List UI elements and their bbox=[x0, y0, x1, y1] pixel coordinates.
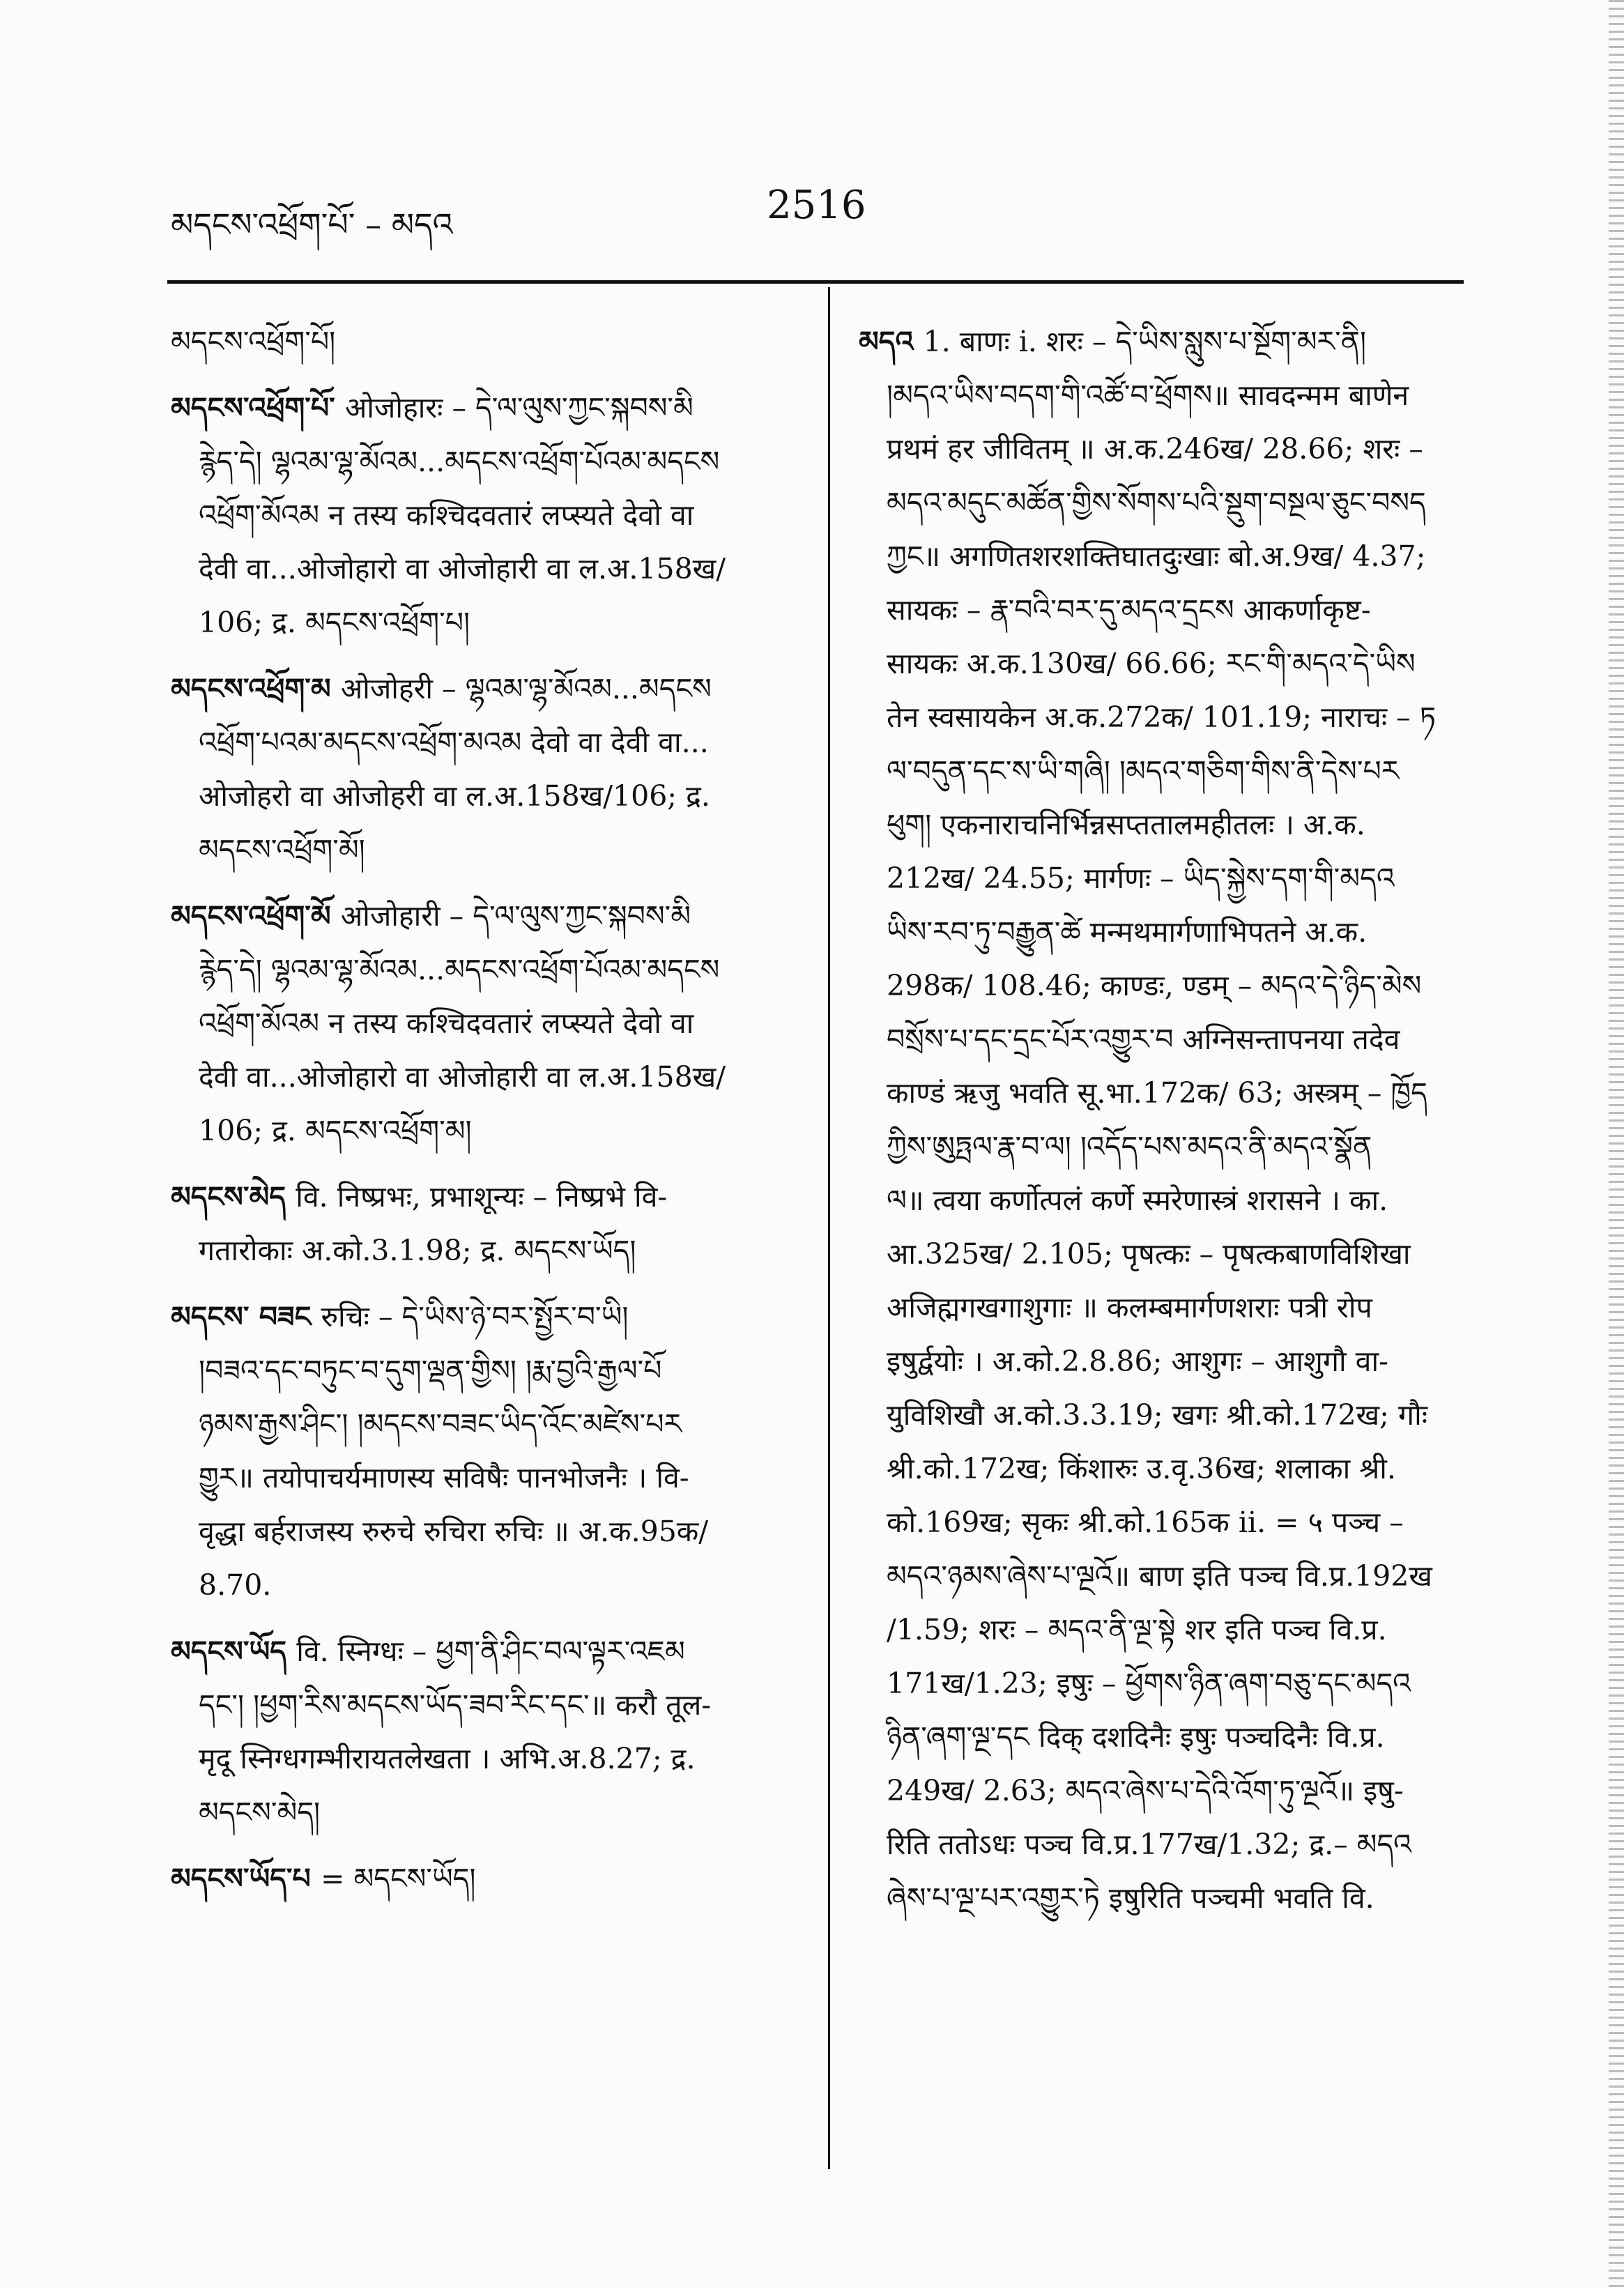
entry-line bbox=[171, 1625, 798, 1678]
entry-text: མདའ་མདུང་མཚོན་གྱིས་སོགས་པའི་སྡུག་བསྔལ་ཅུང་བསད bbox=[887, 486, 1426, 519]
entry-text: श्री.को.172ख; किंशारुः उ.वृ.36ख; शलाका श्री. bbox=[887, 1452, 1396, 1485]
entry-text: ཕུག། एकनाराचनिर्भिन्नसप्ततालमहीतलः । अ.क. bbox=[887, 808, 1365, 841]
entry-text: /1.59; शरः – མདའ་ནི་ལྔ་སྟེ शर इति पञ्च वि.प्र. bbox=[887, 1613, 1387, 1646]
entry-line bbox=[859, 1281, 1465, 1335]
entry-text: ལ॥ त्वया कर्णोत्पलं कर्णे स्मरेणास्त्रं शरासने । का. bbox=[887, 1184, 1388, 1217]
entry-line bbox=[859, 798, 1465, 852]
entry-line bbox=[171, 1290, 798, 1344]
entry-text: རྙེད་དེ། ལྷའམ་ལྷ་མོའམ...མདངས་འཕྲོག་པོའམ་མདངས bbox=[199, 445, 720, 478]
entry-text: འཕྲོག་མོའམ न तस्य कश्चिदवतारं लप्स्यते देवो वा bbox=[199, 1007, 694, 1040]
entry-line bbox=[859, 1764, 1465, 1818]
entry-line bbox=[859, 369, 1465, 422]
entry-text: प्रथमं हर जीवितम् ॥ अ.क.246ख/ 28.66; शरः – bbox=[887, 432, 1423, 466]
entry-text: མདངས་མེད། bbox=[199, 1796, 321, 1829]
entry-line bbox=[171, 489, 798, 542]
entry-line bbox=[859, 1335, 1465, 1389]
entry-line bbox=[859, 530, 1465, 583]
entry-text: वृद्धा बर्हराजस्य रुरुचे रुचिरा रुचिः ॥ अ.क.95क/ bbox=[199, 1515, 709, 1548]
entry-line bbox=[859, 1066, 1465, 1120]
entry-text: ཉམས་རྒྱས་ཤིང་། །མདངས་བཟང་ཡིད་འོང་མཛེས་པར bbox=[199, 1407, 682, 1441]
entry-text: 106; द्र. མདངས་འཕྲོག་པ། bbox=[199, 606, 470, 639]
entry-headword: མདངས་ཡོད bbox=[171, 1635, 297, 1668]
entry-line bbox=[859, 1603, 1465, 1657]
entry-text: བསྲོས་པ་དང་དྲང་པོར་འགྱུར་བ अग्निसन्तापनया तदेव bbox=[887, 1023, 1400, 1056]
entry-text: ओजोहरी – ལྷའམ་ལྷ་མོའམ...མདངས bbox=[340, 672, 712, 705]
entry-text: वि. स्निग्धः – ཕྱག་ནི་ཤིང་བལ་ལྟར་འཇམ bbox=[296, 1635, 685, 1668]
left-column bbox=[171, 315, 798, 1918]
entry-line bbox=[171, 1678, 798, 1732]
entry-text: सायकः – རྣ་བའི་བར་དུ་མདའ་དྲངས आकर्णाकृष्ट- bbox=[887, 593, 1371, 627]
entry-line bbox=[859, 422, 1465, 476]
entry-text: 171ख/1.23; इषुः – ཕྱོགས་ཉིན་ཞག་བཅུ་དང་མདའ bbox=[887, 1667, 1411, 1700]
dictionary-entry bbox=[859, 315, 1465, 1925]
entry-text: ཡིས་རབ་ཏུ་བརྒྱུན་ཚེ मन्मथमार्गणाभिपतने अ.क. bbox=[887, 915, 1368, 949]
entry-text: མདའ་ཉམས་ཞེས་པ་ལྔའོ॥ बाण इति पञ्च वि.प्र.192ख bbox=[887, 1559, 1432, 1593]
entry-text: ཉིན་ཞག་ལྔ་དང दिक् दशदिनैः इषुः पञ्चदिनैः वि.प्र. bbox=[887, 1720, 1385, 1754]
entry-line bbox=[859, 583, 1465, 637]
entry-line bbox=[859, 744, 1465, 798]
entry-text: सायकः अ.क.130ख/ 66.66; རང་གི་མདའ་དེ་ཡིས bbox=[887, 647, 1416, 680]
entry-line bbox=[171, 1170, 798, 1224]
entry-line bbox=[859, 691, 1465, 744]
entry-headword: མདའ bbox=[859, 325, 924, 358]
entry-line bbox=[859, 637, 1465, 691]
entry-line bbox=[859, 1013, 1465, 1066]
entry-line bbox=[859, 315, 1465, 369]
entry-text: को.169ख; सृकः श्री.को.165क ii. = ५ पञ्च – bbox=[887, 1506, 1404, 1539]
entry-text: ཀྱང॥ अगणितशरशक्तिघातदुःखाः बो.अ.9ख/ 4.37; bbox=[887, 540, 1426, 573]
entry-text: འཕྲོག་མོའམ न तस्य कश्चिदवतारं लप्स्यते देवो वा bbox=[199, 498, 694, 532]
entry-line bbox=[171, 596, 798, 650]
entry-line bbox=[859, 1442, 1465, 1496]
entry-line bbox=[171, 997, 798, 1050]
entry-text: देवी वा...ओजोहारो वा ओजोहारी वा ल.अ.158ख/ bbox=[199, 1060, 726, 1094]
entry-line bbox=[859, 1550, 1465, 1603]
entry-text: མདངས་འཕྲོག་པོ། bbox=[171, 325, 336, 358]
entry-text: देवी वा...ओजोहारो वा ओजोहारी वा ल.अ.158ख/ bbox=[199, 552, 726, 586]
entry-line bbox=[859, 1657, 1465, 1711]
entry-line bbox=[859, 1389, 1465, 1442]
entry-text: आ.325ख/ 2.105; पृषत्कः – पृषत्कबाणविशिखा bbox=[887, 1237, 1411, 1271]
entry-line bbox=[859, 1227, 1465, 1281]
entry-line bbox=[859, 905, 1465, 959]
page-number: 2516 bbox=[767, 183, 866, 228]
entry-headword: མདངས་འཕྲོག་མོ bbox=[171, 899, 341, 933]
entry-text: 1. बाणः i. शरः – དེ་ཡིས་སླུས་པ་སྔོག་མར་ནི། bbox=[923, 325, 1367, 358]
column-divider bbox=[828, 287, 830, 2169]
right-column bbox=[859, 315, 1465, 1938]
entry-line bbox=[171, 1505, 798, 1559]
entry-text: དང་། །ཕྱག་རིས་མདངས་ཡོད་ཟབ་རིང་དང་॥ करौ तूल- bbox=[199, 1688, 712, 1722]
entry-line bbox=[171, 662, 798, 716]
entry-text: 8.70. bbox=[199, 1568, 272, 1602]
entry-text: །བཟའ་དང་བཏུང་བ་དུག་ལྡན་གྱིས། །རྨ་བྱའི་རྒྱལ་པོ bbox=[199, 1354, 662, 1387]
dictionary-entry bbox=[171, 1852, 798, 1906]
entry-line bbox=[171, 1344, 798, 1398]
entry-line bbox=[171, 716, 798, 770]
entry-text: རྙེད་དེ། ལྷའམ་ལྷ་མོའམ...མདངས་འཕྲོག་པོའམ་མདངས bbox=[199, 953, 720, 986]
dictionary-entry bbox=[171, 662, 798, 877]
entry-text: 106; द्र. མདངས་འཕྲོག་མ། bbox=[199, 1114, 472, 1147]
entry-line bbox=[859, 1818, 1465, 1872]
entry-text: तेन स्वसायकेन अ.क.272क/ 101.19; नाराचः – ཏ bbox=[887, 701, 1436, 734]
entry-text: काण्डं ऋजु भवति सू.भा.172क/ 63; अस्त्रम् – ཁྱོད bbox=[887, 1076, 1427, 1110]
entry-line bbox=[171, 1786, 798, 1839]
dictionary-entry bbox=[171, 1290, 798, 1612]
entry-text: ओजोहरो वा ओजोहरी वा ल.अ.158ख/106; द्र. bbox=[199, 779, 710, 813]
entry-line bbox=[859, 1174, 1465, 1227]
entry-headword: མདངས་ བཟང bbox=[171, 1300, 321, 1333]
entry-text: मृदू स्निग्धगम्भीरायतलेखता । अभि.अ.8.27; द्र. bbox=[199, 1742, 696, 1775]
entry-text: ཞེས་པ་ལྔ་པར་འགྱུར་ཏེ इषुरिति पञ्चमी भवति वि. bbox=[887, 1881, 1374, 1915]
entry-text: = མདངས་ཡོད། bbox=[321, 1862, 476, 1895]
entry-text: འཕྲོག་པའམ་མདངས་འཕྲོག་མའམ देवो वा देवी वा... bbox=[199, 726, 709, 759]
entry-line bbox=[859, 1872, 1465, 1925]
entry-text: །མདའ་ཡིས་བདག་གི་འཚོ་བ་ཕྲོགས॥ सावदन्मम बाणेन bbox=[887, 378, 1409, 412]
entry-text: 212ख/ 24.55; मार्गणः – ཡིད་སྐྱེས་དག་གི་མདའ bbox=[887, 862, 1395, 895]
entry-headword: མདངས་འཕྲོག་མ bbox=[171, 672, 341, 705]
entry-line bbox=[171, 315, 798, 369]
entry-line bbox=[859, 1120, 1465, 1174]
entry-line bbox=[171, 1398, 798, 1451]
entry-text: ओजोहारः – དེ་ལ་ལུས་ཀྱང་སྐབས་མི bbox=[344, 391, 694, 424]
scan-edge bbox=[1609, 0, 1624, 2287]
entry-headword: མདངས་ཡོད་པ bbox=[171, 1862, 321, 1895]
entry-line bbox=[171, 435, 798, 489]
entry-text: གྱུར॥ तयोपाचर्यमाणस्य सविषैः पानभोजनैः । वि- bbox=[199, 1461, 689, 1494]
entry-line bbox=[859, 1496, 1465, 1550]
entry-text: युविशिखौ अ.को.3.3.19; खगः श्री.को.172ख; गौः bbox=[887, 1398, 1428, 1432]
entry-text: ཀྱིས་ཨུཏྤལ་རྣ་བ་ལ། །འདོད་པས་མདའ་ནི་མདའ་སྣོན bbox=[887, 1130, 1372, 1163]
entry-text: रिति ततोऽधः पञ्च वि.प्र.177ख/1.32; द्र.– མདའ bbox=[887, 1828, 1412, 1861]
entry-text: 249ख/ 2.63; མདའ་ཞེས་པ་དེའི་འོག་ཏུ་ལྔའོ॥ इषु- bbox=[887, 1774, 1404, 1807]
entry-line bbox=[171, 889, 798, 943]
entry-text: इषुर्द्वयोः । अ.को.2.8.86; आशुगः – आशुगौ वा- bbox=[887, 1345, 1388, 1378]
dictionary-entry bbox=[171, 381, 798, 650]
running-head: མདངས་འཕྲོག་པོ་ – མདའ bbox=[171, 206, 453, 243]
entry-line bbox=[171, 823, 798, 877]
entry-line bbox=[171, 770, 798, 823]
entry-text: ལ་བདུན་དང་ས་ཡི་གཞི། །མདའ་གཅིག་གིས་ནི་དེས་པར bbox=[887, 754, 1400, 788]
dictionary-entry bbox=[171, 315, 798, 369]
entry-text: ओजोहारी – དེ་ལ་ལུས་ཀྱང་སྐབས་མི bbox=[340, 899, 691, 933]
entry-line bbox=[171, 1224, 798, 1278]
entry-line bbox=[859, 852, 1465, 905]
entry-line bbox=[171, 1104, 798, 1158]
entry-line bbox=[859, 959, 1465, 1013]
dictionary-entry bbox=[171, 1625, 798, 1839]
entry-line bbox=[171, 1451, 798, 1505]
entry-headword: མདངས་འཕྲོག་པོ་ bbox=[171, 391, 345, 424]
header-rule bbox=[167, 280, 1464, 284]
entry-line bbox=[171, 1732, 798, 1786]
entry-line bbox=[171, 381, 798, 435]
entry-text: མདངས་འཕྲོག་མོ། bbox=[199, 833, 365, 866]
entry-line bbox=[171, 943, 798, 997]
entry-text: वि. निष्प्रभः, प्रभाशून्यः – निष्प्रभे वि- bbox=[296, 1180, 668, 1214]
entry-line bbox=[859, 1711, 1465, 1764]
entry-line bbox=[171, 1050, 798, 1104]
entry-line bbox=[171, 542, 798, 596]
entry-text: रुचिः – དེ་ཡིས་ཉེ་བར་སྤྱོར་བ་ཡི། bbox=[321, 1300, 629, 1333]
entry-line bbox=[171, 1559, 798, 1612]
entry-line bbox=[859, 476, 1465, 530]
dictionary-entry bbox=[171, 1170, 798, 1278]
entry-line bbox=[171, 1852, 798, 1906]
dictionary-entry bbox=[171, 889, 798, 1158]
entry-text: 298क/ 108.46; काण्डः, ण्डम् – མདའ་དེ་ཉིད་མེས bbox=[887, 969, 1422, 1002]
entry-headword: མདངས་མེད bbox=[171, 1180, 296, 1214]
entry-text: अजिह्मगखगाशुगाः ॥ कलम्बमार्गणशराः पत्री रोप bbox=[887, 1291, 1372, 1324]
entry-text: गतारोकाः अ.को.3.1.98; द्र. མདངས་ཡོད། bbox=[199, 1234, 636, 1267]
